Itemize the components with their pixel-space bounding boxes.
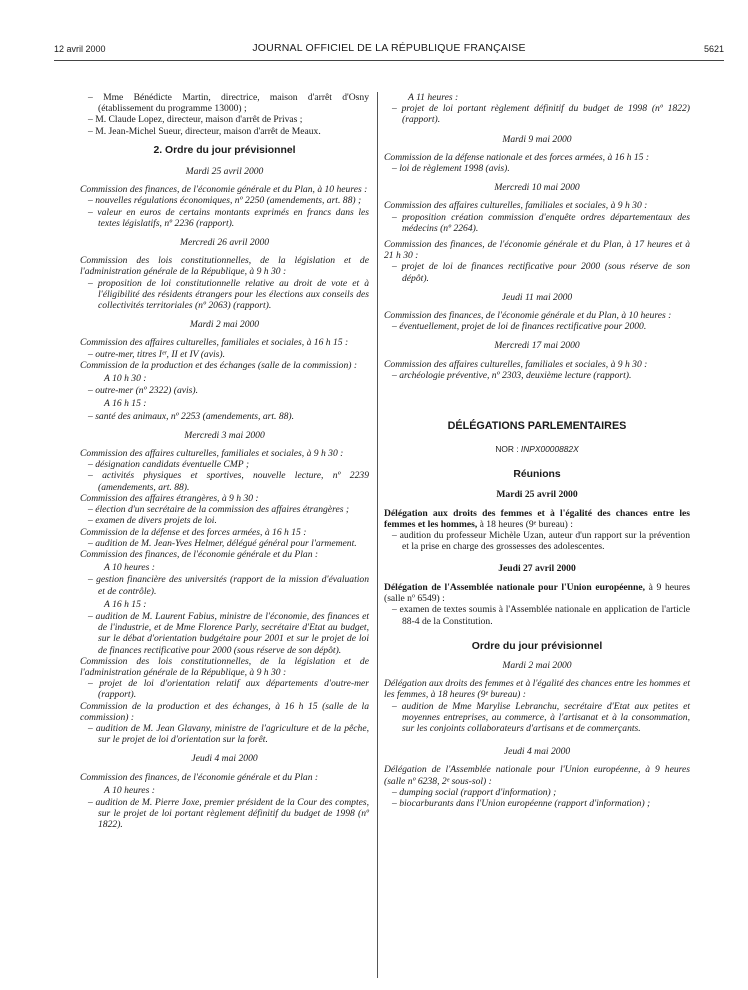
column-divider	[377, 92, 378, 978]
commission-entry: Commission de la défense nationale et des forces armées, à 16 h 15 :	[384, 151, 650, 163]
section-title: Ordre du jour prévisionnel	[471, 640, 603, 652]
commission-entry: Commission des finances, de l'économie générale et du Plan, à 17 heures et à 21 h 30 :	[384, 239, 690, 262]
delegation-entry	[384, 582, 690, 604]
agenda-item: – santé des animaux, nº 2253 (amendements, art. 88).	[88, 410, 295, 422]
commission-entry: Commission des finances, de l'économie générale et du Plan, à 10 heures :	[80, 184, 368, 196]
day-heading: Mercredi 26 avril 2000	[179, 237, 270, 249]
agenda-item: – audition de M. Jean Glavany, ministre de l'agriculture et de la pêche, sur le projet de loi d'orientation sur la forêt.	[88, 722, 369, 746]
page-number: 5621	[703, 44, 724, 54]
commission-entry: Commission des lois constitutionnelles, de la législation et de l'administration générale de la République, à 9 h 30 :	[80, 655, 369, 678]
agenda-item: – projet de loi d'orientation relatif aux départements d'outre-mer (rapport).	[88, 678, 369, 701]
delegation-time: à 18 heures (9ᵉ bureau) :	[477, 519, 573, 531]
issue-date: 12 avril 2000	[54, 44, 106, 54]
delegation-entry	[384, 508, 690, 530]
agenda-item: – audition du professeur Michèle Uzan, auteur d'un rapport sur la prévention et la prise en charge des grossesses des adolescentes.	[392, 530, 690, 553]
agenda-item: – outre-mer, titres Iᵉʳ, II et IV (avis).	[88, 348, 225, 360]
intro-list	[80, 92, 369, 137]
delegation-name: Délégation aux droits des femmes et à l'égalité des chances entre les femmes et les hommes,	[384, 507, 690, 531]
nor-label: NOR :	[495, 444, 521, 455]
agenda-item: – outre-mer (nº 2322) (avis).	[88, 385, 198, 397]
nor-reference	[384, 444, 690, 455]
commission-entry: Commission des lois constitutionnelles, de la législation et de l'administration générale de la République, à 9 h 30 :	[80, 255, 369, 278]
day-heading: Jeudi 4 mai 2000	[191, 753, 258, 765]
commission-entry: Commission des affaires étrangères, à 9 h 30 :	[80, 492, 259, 504]
time-slot: A 10 heures :	[104, 562, 155, 574]
agenda-item: – audition de Mme Marylise Lebranchu, secrétaire d'Etat aux petites et moyennes entreprises, au commerce, à l'artisanat et à la consommation, sur les conjoints collaborateurs d'artisans et de commerçants.	[392, 700, 690, 734]
time-slot: A 10 heures :	[104, 784, 155, 796]
agenda-item: – biocarburants dans l'Union européenne (rapport d'information) ;	[392, 797, 651, 809]
delegations-title: DÉLÉGATIONS PARLEMENTAIRES	[447, 420, 627, 433]
nor-code: INPX0000882X	[520, 444, 579, 455]
day-heading: Mercredi 10 mai 2000	[494, 182, 580, 194]
day-heading: Mardi 2 mai 2000	[502, 659, 572, 671]
commission-entry: Commission des affaires culturelles, familiales et sociales, à 9 h 30 :	[80, 448, 344, 460]
day-heading: Jeudi 4 mai 2000	[503, 746, 571, 758]
delegation-entry: Délégation aux droits des femmes et à l'égalité des chances entre les hommes et les femmes, à 18 heures (9ᵉ bureau) :	[384, 678, 690, 701]
commission-entry: Commission des affaires culturelles, familiales et sociales, à 9 h 30 :	[384, 200, 648, 212]
agenda-item: – activités physiques et sportives, nouvelle lecture, nº 2239 (amendements, art. 88).	[88, 470, 369, 493]
agenda-item: – nouvelles régulations économiques, nº 2250 (amendements, art. 88) ;	[88, 195, 362, 207]
agenda-item: – éventuellement, projet de loi de finances rectificative pour 2000.	[392, 321, 647, 333]
reunions-title: Réunions	[513, 469, 561, 481]
time-slot: A 16 h 15 :	[104, 398, 147, 410]
time-slot: A 11 heures :	[408, 92, 459, 103]
day-heading: Mardi 9 mai 2000	[502, 133, 572, 145]
commission-entry: Commission des finances, de l'économie générale et du Plan :	[80, 771, 319, 783]
right-column	[384, 92, 690, 809]
list-item: – Mme Bénédicte Martin, directrice, maison d'arrêt d'Osny (établissement du programme 13000) ;	[88, 92, 369, 115]
page-header	[54, 42, 724, 58]
time-slot: A 16 h 15 :	[104, 598, 147, 610]
agenda-item: – valeur en euros de certains montants exprimés en francs dans les textes législatifs, nº 2236 (rapport).	[88, 206, 369, 229]
day-heading: Mardi 25 avril 2000	[185, 166, 264, 178]
agenda-item: – audition de M. Pierre Joxe, premier président de la Cour des comptes, sur le projet de loi portant règlement définitif du budget de 1998 (nº 1822).	[88, 796, 369, 831]
agenda-item: – archéologie préventive, nº 2303, deuxième lecture (rapport).	[392, 369, 632, 381]
agenda-item: – désignation candidats éventuelle CMP ;	[88, 459, 250, 471]
day-heading: Jeudi 27 avril 2000	[498, 562, 576, 574]
delegation-name: Délégation de l'Assemblée nationale pour l'Union européenne,	[384, 581, 646, 593]
list-item: – M. Jean-Michel Sueur, directeur, maison d'arrêt de Meaux.	[88, 125, 321, 137]
agenda-item: – examen de textes soumis à l'Assemblée nationale en application de l'article 88-4 de la Constitution.	[392, 604, 690, 627]
delegation-time: à 9 heures (salle nº 6549) :	[384, 581, 690, 605]
commission-entry: Commission des affaires culturelles, familiales et sociales, à 16 h 15 :	[80, 337, 349, 349]
day-heading: Jeudi 11 mai 2000	[501, 291, 573, 303]
day-heading: Mardi 25 avril 2000	[496, 488, 578, 500]
day-heading: Mercredi 17 mai 2000	[494, 340, 580, 352]
agenda-item: – dumping social (rapport d'information) ;	[392, 786, 557, 798]
agenda-item: – examen de divers projets de loi.	[88, 515, 217, 527]
commission-entry: Commission de la production et des échanges, à 16 h 15 (salle de la commission) :	[80, 700, 369, 723]
agenda-item: – proposition de loi constitutionnelle relative au droit de vote et à l'éligibilité des résidents étrangers pour les élections aux conseils des collectivités territoriales (nº 2063) (rapport).	[88, 277, 369, 312]
commission-entry: Commission des finances, de l'économie générale et du Plan, à 10 heures :	[384, 310, 672, 322]
agenda-item: – élection d'un secrétaire de la commission des affaires étrangères ;	[88, 504, 350, 516]
section-title: 2. Ordre du jour prévisionnel	[153, 144, 296, 156]
agenda-item: – audition de M. Laurent Fabius, ministre de l'économie, des finances et de l'industrie, et de Mme Florence Parly, secrétaire d'Etat au budget, sur le débat d'orientation budgétaire pour 2001 et sur le projet de loi de finances rectificative pour 2000 (sous réserve de son dépôt).	[88, 610, 369, 656]
header-rule	[54, 60, 724, 61]
left-column	[80, 92, 369, 831]
time-slot: A 10 h 30 :	[104, 373, 147, 385]
day-heading: Mercredi 3 mai 2000	[184, 429, 265, 441]
delegation-entry: Délégation de l'Assemblée nationale pour l'Union européenne, à 9 heures (salle nº 6238, 2ᵉ sous-sol) :	[384, 764, 690, 787]
agenda-item: – projet de loi de finances rectificative pour 2000 (sous réserve de son dépôt).	[392, 261, 690, 284]
list-item: – M. Claude Lopez, directeur, maison d'arrêt de Privas ;	[88, 114, 303, 126]
agenda-item: – projet de loi portant règlement définitif du budget de 1998 (nº 1822) (rapport).	[392, 103, 690, 126]
agenda-item: – gestion financière des universités (rapport de la mission d'évaluation et de contrôle).	[88, 574, 369, 597]
commission-entry: Commission de la défense et des forces armées, à 16 h 15 :	[80, 526, 307, 538]
agenda-item: – proposition création commission d'enquête ordres départementaux des médecins (nº 2264).	[392, 211, 690, 234]
agenda-item: – loi de règlement 1998 (avis).	[392, 163, 510, 175]
agenda-item: – audition de M. Jean-Yves Helmer, délégué général pour l'armement.	[88, 537, 357, 549]
commission-entry: Commission de la production et des échanges (salle de la commission) :	[80, 359, 358, 371]
commission-entry: Commission des affaires culturelles, familiales et sociales, à 9 h 30 :	[384, 358, 648, 370]
journal-title: JOURNAL OFFICIEL DE LA RÉPUBLIQUE FRANÇAISE	[252, 42, 526, 54]
day-heading: Mardi 2 mai 2000	[189, 319, 260, 331]
commission-entry: Commission des finances, de l'économie générale et du Plan :	[80, 548, 319, 560]
